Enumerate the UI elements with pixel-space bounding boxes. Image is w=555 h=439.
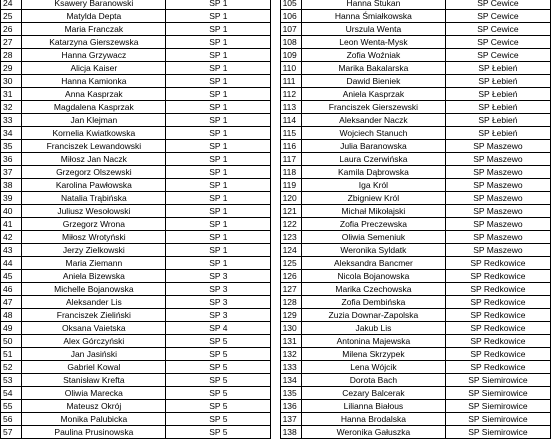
table-row	[1, 179, 551, 192]
right-num-cell: 108	[280, 36, 301, 49]
column-gap	[271, 127, 280, 140]
right-num-cell: 129	[280, 309, 301, 322]
right-name-cell: Laura Czerwińska	[301, 153, 445, 166]
right-school-cell: SP Cewice	[445, 0, 550, 10]
left-name-cell: Franciszek Lewandowski	[22, 140, 166, 153]
left-school-cell: SP 4	[166, 322, 271, 335]
column-gap	[271, 114, 280, 127]
right-num-cell: 133	[280, 361, 301, 374]
left-school-cell: SP 1	[166, 62, 271, 75]
left-num-cell: 34	[1, 127, 22, 140]
column-gap	[271, 101, 280, 114]
right-num-cell: 135	[280, 387, 301, 400]
column-gap	[271, 49, 280, 62]
left-num-cell: 44	[1, 257, 22, 270]
table-row	[1, 205, 551, 218]
left-school-cell: SP 1	[166, 114, 271, 127]
right-num-cell: 115	[280, 127, 301, 140]
column-gap	[271, 322, 280, 335]
right-num-cell: 121	[280, 205, 301, 218]
left-name-cell: Karolina Pawłowska	[22, 179, 166, 192]
left-num-cell: 38	[1, 179, 22, 192]
right-name-cell: Franciszek Gierszewski	[301, 101, 445, 114]
table-row	[1, 270, 551, 283]
left-school-cell: SP 1	[166, 75, 271, 88]
right-name-cell: Kamila Dąbrowska	[301, 166, 445, 179]
right-school-cell: SP Redkowice	[445, 322, 550, 335]
right-school-cell: SP Redkowice	[445, 270, 550, 283]
right-num-cell: 124	[280, 244, 301, 257]
right-school-cell: SP Łebień	[445, 101, 550, 114]
left-num-cell: 36	[1, 153, 22, 166]
right-school-cell: SP Maszewo	[445, 166, 550, 179]
right-name-cell: Hanna Brodalska	[301, 413, 445, 426]
left-school-cell: SP 5	[166, 348, 271, 361]
column-gap	[271, 88, 280, 101]
right-name-cell: Oliwia Semeniuk	[301, 231, 445, 244]
column-gap	[271, 257, 280, 270]
column-gap	[271, 0, 280, 10]
right-name-cell: Urszula Wenta	[301, 23, 445, 36]
left-school-cell: SP 1	[166, 244, 271, 257]
right-num-cell: 125	[280, 257, 301, 270]
left-num-cell: 47	[1, 296, 22, 309]
left-name-cell: Mateusz Okrój	[22, 400, 166, 413]
table-row	[1, 231, 551, 244]
right-num-cell: 105	[280, 0, 301, 10]
left-school-cell: SP 5	[166, 335, 271, 348]
table-row	[1, 348, 551, 361]
column-gap	[271, 140, 280, 153]
table-row	[1, 426, 551, 439]
right-num-cell: 138	[280, 426, 301, 439]
left-num-cell: 39	[1, 192, 22, 205]
right-name-cell: Zuzia Downar-Zapolska	[301, 309, 445, 322]
right-school-cell: SP Cewice	[445, 49, 550, 62]
table-row	[1, 140, 551, 153]
left-num-cell: 57	[1, 426, 22, 439]
table-row	[1, 49, 551, 62]
left-school-cell: SP 1	[166, 101, 271, 114]
left-name-cell: Juliusz Wesołowski	[22, 205, 166, 218]
left-num-cell: 29	[1, 62, 22, 75]
left-name-cell: Oksana Vaietska	[22, 322, 166, 335]
right-name-cell: Zofia Dembińska	[301, 296, 445, 309]
left-school-cell: SP 5	[166, 413, 271, 426]
column-gap	[271, 309, 280, 322]
column-gap	[271, 218, 280, 231]
right-school-cell: SP Redkowice	[445, 283, 550, 296]
left-school-cell: SP 3	[166, 309, 271, 322]
right-school-cell: SP Łebień	[445, 127, 550, 140]
left-name-cell: Miłosz Jan Naczk	[22, 153, 166, 166]
left-num-cell: 31	[1, 88, 22, 101]
right-name-cell: Julia Baranowska	[301, 140, 445, 153]
table-row	[1, 88, 551, 101]
left-school-cell: SP 1	[166, 88, 271, 101]
right-school-cell: SP Siemirowice	[445, 387, 550, 400]
table-row	[1, 244, 551, 257]
right-school-cell: SP Maszewo	[445, 179, 550, 192]
table-row	[1, 114, 551, 127]
left-school-cell: SP 1	[166, 0, 271, 10]
table-row	[1, 192, 551, 205]
table-row	[1, 153, 551, 166]
right-school-cell: SP Łebień	[445, 88, 550, 101]
right-num-cell: 118	[280, 166, 301, 179]
left-num-cell: 40	[1, 205, 22, 218]
right-num-cell: 109	[280, 49, 301, 62]
column-gap	[271, 244, 280, 257]
column-gap	[271, 296, 280, 309]
column-gap	[271, 283, 280, 296]
right-name-cell: Wojciech Stanuch	[301, 127, 445, 140]
left-name-cell: Paulina Prusinowska	[22, 426, 166, 439]
left-name-cell: Jan Jasiński	[22, 348, 166, 361]
column-gap	[271, 75, 280, 88]
left-name-cell: Maria Franczak	[22, 23, 166, 36]
right-num-cell: 107	[280, 23, 301, 36]
left-school-cell: SP 1	[166, 257, 271, 270]
left-school-cell: SP 1	[166, 205, 271, 218]
right-school-cell: SP Maszewo	[445, 231, 550, 244]
left-num-cell: 52	[1, 361, 22, 374]
left-school-cell: SP 1	[166, 192, 271, 205]
right-school-cell: SP Maszewo	[445, 205, 550, 218]
left-num-cell: 54	[1, 387, 22, 400]
left-num-cell: 33	[1, 114, 22, 127]
right-name-cell: Zofia Preczewska	[301, 218, 445, 231]
right-num-cell: 110	[280, 62, 301, 75]
right-name-cell: Antonina Majewska	[301, 335, 445, 348]
right-name-cell: Nicola Bojanowska	[301, 270, 445, 283]
left-name-cell: Hanna Kamionka	[22, 75, 166, 88]
right-name-cell: Weronika Syldatk	[301, 244, 445, 257]
right-num-cell: 137	[280, 413, 301, 426]
table-row	[1, 309, 551, 322]
left-name-cell: Jerzy Zielkowski	[22, 244, 166, 257]
table-row	[1, 335, 551, 348]
left-name-cell: Monika Palubicka	[22, 413, 166, 426]
right-num-cell: 123	[280, 231, 301, 244]
left-name-cell: Katarzyna Gierszewska	[22, 36, 166, 49]
left-school-cell: SP 5	[166, 426, 271, 439]
table-row	[1, 413, 551, 426]
left-name-cell: Stanisław Krefta	[22, 374, 166, 387]
right-name-cell: Aleksandra Bancmer	[301, 257, 445, 270]
right-name-cell: Hanna Stukan	[301, 0, 445, 10]
right-name-cell: Milena Skrzypek	[301, 348, 445, 361]
right-num-cell: 119	[280, 179, 301, 192]
left-num-cell: 30	[1, 75, 22, 88]
table-row	[1, 322, 551, 335]
right-name-cell: Zofia Woźniak	[301, 49, 445, 62]
right-num-cell: 113	[280, 101, 301, 114]
table-row	[1, 75, 551, 88]
right-school-cell: SP Łebień	[445, 75, 550, 88]
table-row	[1, 127, 551, 140]
left-num-cell: 32	[1, 101, 22, 114]
right-school-cell: SP Cewice	[445, 10, 550, 23]
column-gap	[271, 426, 280, 439]
column-gap	[271, 270, 280, 283]
left-name-cell: Alex Górczyński	[22, 335, 166, 348]
right-num-cell: 117	[280, 153, 301, 166]
left-num-cell: 50	[1, 335, 22, 348]
right-name-cell: Aniela Kasprzak	[301, 88, 445, 101]
right-name-cell: Marika Bakalarska	[301, 62, 445, 75]
right-school-cell: SP Redkowice	[445, 257, 550, 270]
left-school-cell: SP 5	[166, 387, 271, 400]
column-gap	[271, 10, 280, 23]
left-num-cell: 46	[1, 283, 22, 296]
left-name-cell: Alicja Kaiser	[22, 62, 166, 75]
left-school-cell: SP 3	[166, 296, 271, 309]
left-school-cell: SP 1	[166, 49, 271, 62]
right-school-cell: SP Siemirowice	[445, 374, 550, 387]
left-school-cell: SP 1	[166, 10, 271, 23]
left-school-cell: SP 1	[166, 218, 271, 231]
left-num-cell: 51	[1, 348, 22, 361]
right-school-cell: SP Redkowice	[445, 348, 550, 361]
left-school-cell: SP 5	[166, 374, 271, 387]
left-name-cell: Natalia Trąbińska	[22, 192, 166, 205]
right-name-cell: Dawid Bieniek	[301, 75, 445, 88]
left-num-cell: 53	[1, 374, 22, 387]
table-row	[1, 0, 551, 10]
left-name-cell: Hanna Grzywacz	[22, 49, 166, 62]
left-name-cell: Jan Klejman	[22, 114, 166, 127]
left-num-cell: 41	[1, 218, 22, 231]
left-num-cell: 37	[1, 166, 22, 179]
left-num-cell: 56	[1, 413, 22, 426]
table-row	[1, 36, 551, 49]
right-school-cell: SP Maszewo	[445, 192, 550, 205]
left-school-cell: SP 5	[166, 361, 271, 374]
column-gap	[271, 387, 280, 400]
column-gap	[271, 192, 280, 205]
left-num-cell: 25	[1, 10, 22, 23]
right-school-cell: SP Łebień	[445, 62, 550, 75]
right-name-cell: Jakub Lis	[301, 322, 445, 335]
right-num-cell: 106	[280, 10, 301, 23]
table-row	[1, 296, 551, 309]
right-num-cell: 112	[280, 88, 301, 101]
right-school-cell: SP Maszewo	[445, 140, 550, 153]
right-num-cell: 111	[280, 75, 301, 88]
right-school-cell: SP Maszewo	[445, 244, 550, 257]
right-num-cell: 120	[280, 192, 301, 205]
left-name-cell: Ksawery Baranowski	[22, 0, 166, 10]
right-num-cell: 114	[280, 114, 301, 127]
left-school-cell: SP 1	[166, 23, 271, 36]
right-name-cell: Iga Król	[301, 179, 445, 192]
left-school-cell: SP 1	[166, 179, 271, 192]
right-name-cell: Aleksander Naczk	[301, 114, 445, 127]
column-gap	[271, 374, 280, 387]
right-num-cell: 132	[280, 348, 301, 361]
right-num-cell: 126	[280, 270, 301, 283]
right-school-cell: SP Redkowice	[445, 361, 550, 374]
left-name-cell: Kornelia Kwiatkowska	[22, 127, 166, 140]
table-row	[1, 400, 551, 413]
left-num-cell: 24	[1, 0, 22, 10]
left-school-cell: SP 1	[166, 127, 271, 140]
right-num-cell: 134	[280, 374, 301, 387]
right-school-cell: SP Maszewo	[445, 153, 550, 166]
left-name-cell: Matylda Depta	[22, 10, 166, 23]
right-name-cell: Weronika Gałuszka	[301, 426, 445, 439]
right-school-cell: SP Łebień	[445, 114, 550, 127]
left-name-cell: Maria Ziemann	[22, 257, 166, 270]
column-gap	[271, 400, 280, 413]
table-row	[1, 257, 551, 270]
column-gap	[271, 335, 280, 348]
right-name-cell: Marika Czechowska	[301, 283, 445, 296]
column-gap	[271, 36, 280, 49]
right-school-cell: SP Cewice	[445, 23, 550, 36]
right-num-cell: 116	[280, 140, 301, 153]
right-name-cell: Zbigniew Król	[301, 192, 445, 205]
right-num-cell: 122	[280, 218, 301, 231]
column-gap	[271, 179, 280, 192]
right-name-cell: Leon Wenta-Mysk	[301, 36, 445, 49]
left-name-cell: Miłosz Wrotyński	[22, 231, 166, 244]
left-school-cell: SP 3	[166, 270, 271, 283]
left-num-cell: 48	[1, 309, 22, 322]
right-school-cell: SP Redkowice	[445, 335, 550, 348]
right-num-cell: 128	[280, 296, 301, 309]
table-row	[1, 374, 551, 387]
right-name-cell: Cezary Balcerak	[301, 387, 445, 400]
right-name-cell: Lena Wójcik	[301, 361, 445, 374]
right-num-cell: 130	[280, 322, 301, 335]
left-name-cell: Magdalena Kasprzak	[22, 101, 166, 114]
left-school-cell: SP 1	[166, 153, 271, 166]
table-row	[1, 101, 551, 114]
right-school-cell: SP Maszewo	[445, 218, 550, 231]
column-gap	[271, 153, 280, 166]
left-name-cell: Aleksander Lis	[22, 296, 166, 309]
left-num-cell: 49	[1, 322, 22, 335]
right-name-cell: Lilianna Białous	[301, 400, 445, 413]
right-school-cell: SP Siemirowice	[445, 426, 550, 439]
table-row	[1, 361, 551, 374]
column-gap	[271, 231, 280, 244]
left-school-cell: SP 5	[166, 400, 271, 413]
left-num-cell: 28	[1, 49, 22, 62]
left-num-cell: 35	[1, 140, 22, 153]
table-row	[1, 218, 551, 231]
right-name-cell: Michał Mikołajski	[301, 205, 445, 218]
table-body	[1, 0, 551, 439]
right-school-cell: SP Cewice	[445, 36, 550, 49]
left-school-cell: SP 1	[166, 36, 271, 49]
right-num-cell: 131	[280, 335, 301, 348]
right-num-cell: 127	[280, 283, 301, 296]
left-num-cell: 42	[1, 231, 22, 244]
column-gap	[271, 361, 280, 374]
table-row	[1, 62, 551, 75]
table-row	[1, 387, 551, 400]
left-name-cell: Franciszek Zieliński	[22, 309, 166, 322]
table-row	[1, 283, 551, 296]
left-name-cell: Michelle Bojanowska	[22, 283, 166, 296]
table-row	[1, 166, 551, 179]
column-gap	[271, 205, 280, 218]
right-school-cell: SP Siemirowice	[445, 400, 550, 413]
column-gap	[271, 413, 280, 426]
right-school-cell: SP Redkowice	[445, 296, 550, 309]
left-name-cell: Oliwia Marecka	[22, 387, 166, 400]
table-row	[1, 23, 551, 36]
left-num-cell: 43	[1, 244, 22, 257]
left-name-cell: Gabriel Kowal	[22, 361, 166, 374]
left-name-cell: Aniela Bizewska	[22, 270, 166, 283]
right-school-cell: SP Siemirowice	[445, 413, 550, 426]
column-gap	[271, 62, 280, 75]
left-num-cell: 27	[1, 36, 22, 49]
left-school-cell: SP 1	[166, 166, 271, 179]
table-row	[1, 10, 551, 23]
right-name-cell: Dorota Bach	[301, 374, 445, 387]
right-num-cell: 136	[280, 400, 301, 413]
left-name-cell: Grzegorz Olszewski	[22, 166, 166, 179]
column-gap	[271, 23, 280, 36]
left-num-cell: 26	[1, 23, 22, 36]
right-name-cell: Hanna Śmiałkowska	[301, 10, 445, 23]
left-num-cell: 55	[1, 400, 22, 413]
left-num-cell: 45	[1, 270, 22, 283]
column-gap	[271, 348, 280, 361]
left-name-cell: Grzegorz Wrona	[22, 218, 166, 231]
left-school-cell: SP 1	[166, 231, 271, 244]
left-school-cell: SP 3	[166, 283, 271, 296]
left-name-cell: Anna Kasprzak	[22, 88, 166, 101]
left-school-cell: SP 1	[166, 140, 271, 153]
right-school-cell: SP Redkowice	[445, 309, 550, 322]
column-gap	[271, 166, 280, 179]
